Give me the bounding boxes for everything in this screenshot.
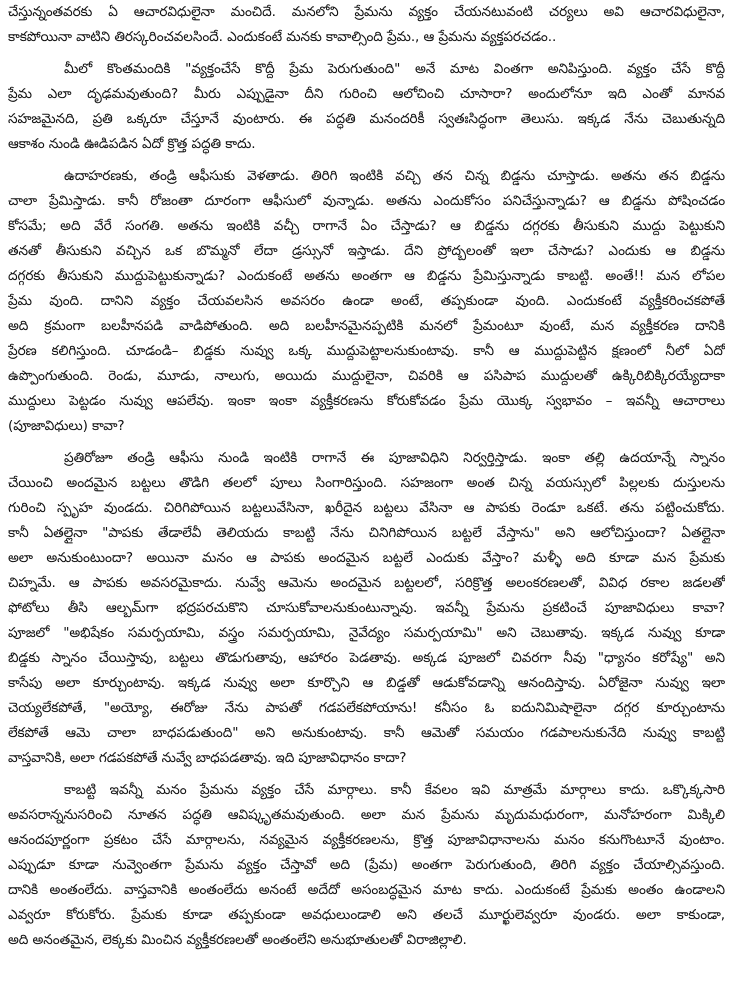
text-line: ఉప్పొంగుతుంది. రెండు, మూడు, నాలుగు, అయిదు ముద్దులైనా, చివరికి ఆ పసిపాప ముద్దులతో ఉక్కిరిబిక్కిరయ్యేదాకా [8, 368, 725, 384]
text-line: కాబట్టి ఇవన్నీ మనం ప్రేమను వ్యక్తం చేసే మార్గాలు. కానీ కేవలం ఇవి మాత్రమే మార్గాలు కాదు. ఒక్కొక్కసారి [64, 782, 725, 798]
text-line: దగ్గరకు తీసుకుని ముద్దుపెట్టుకున్నాడు? ఎందుకంటే అతను అంతగా ఆ బిడ్డను ప్రేమిస్తున్నాడు కాబట్టి. అంతే!! మన లోపల [8, 268, 725, 284]
text-line: గురించి స్పృహ వుండదు. చిరిగిపోయిన బట్టలువేసినా, ఖరీదైన బట్టలు వేసినా ఆ పాపకు రెండూ ఒకటే. తను పట్టించుకోదు. [8, 500, 725, 516]
text-line: ఫోటోలు తీసి ఆల్బమ్‌గా భద్రపరచుకొని చూసుకోవాలనుకుంటున్నావు. ఇవన్నీ ప్రేమను ప్రకటించే పూజావిధులు కావా? [8, 600, 725, 616]
text-line: లేకపోతే ఆమె చాలా బాధపడుతుంది" అని అనుకుంటావు. కానీ ఆమెతో సమయం గడపాలనుకునేది నువ్వు కాబట్టి [8, 725, 725, 741]
paragraph-5 [8, 778, 725, 953]
text-line: కాసేపు అలా కూర్చుంటావు. ఇక్కడ నువ్వు అలా కూర్చొని ఆ బిడ్డతో ఆడుకోవడాన్ని ఆనందిస్తావు. ఏరోజైనా నువ్వు ఇలా [8, 675, 725, 691]
text-line: అలా అనుకుంటుందా? అయినా మనం ఆ పాపకు అందమైన బట్టలే ఎందుకు వేస్తాం? మళ్ళీ అది కూడా మన ప్రేమకు [8, 550, 725, 566]
text-line: బిడ్డకు స్నానం చేయిస్తావు, బట్టలు తొడుగుతావు, ఆహారం పెడతావు. అక్కడ పూజలో చివరగా నీవు "ధ్యానం కరోష్యే" అని [8, 650, 725, 666]
text-line: ఆనందపూర్ణంగా ప్రకటం చేసే మార్గాలను, నవ్యమైన వ్యక్తీకరణలను, క్రొత్త పూజావిధానాలను మనం కనుగొంటూనే వుంటాం. [8, 832, 725, 848]
text-line: ఉదాహరణకు, తండ్రి ఆఫీసుకు వెళతాడు. తిరిగి ఇంటికి వచ్చి తన చిన్న బిడ్డను చూస్తాడు. అతను తన బిడ్డను [64, 168, 725, 184]
text-line: ప్రేమ వుంది. దానిని వ్యక్తం చేయవలసిన అవసరం ఉండా అంటే, తప్పకుండా వుంది. ఎందుకంటే వ్యక్తీకరించకపోతే [8, 293, 725, 309]
text-line: దానికి అంతంలేదు. వాస్తవానికి అంతంలేదు అనంటే అదేదో అసంబద్ధమైన మాట కాదు. ఎందుకంటే ప్రేమకు అంతం ఉండాలని [8, 882, 725, 898]
paragraph-3 [8, 164, 725, 439]
text-line: చేయించి అందమైన బట్టలు తొడిగి తలలో పూలు సింగారిస్తుంది. సహజంగా అంత చిన్న వయస్సులో పిల్లలకు దుస్తులను [8, 475, 725, 491]
text-line: ప్రేమ ఎలా దృఢమవుతుంది? మీరు ఎప్పుడైనా దీని గురించి ఆలోచించి చూసారా? అందులోనూ ఇది ఎంతో మానవ [8, 86, 725, 102]
text-line: అది అనంతమైన, లెక్కకు మించిన వ్యక్తీకరణలతో అంతంలేని అనుభూతులతో విరాజిల్లాలి. [8, 932, 467, 948]
text-line: అవసరాన్ననుసరించి నూతన పద్ధతి ఆవిష్కృతమవుతుంది. అలా మన ప్రేమను మృదుమధురంగా, మనోహరంగా మిక్కిలి [8, 807, 725, 823]
text-line: ఆకాశం నుండి ఊడిపడిన ఏదో క్రొత్త పద్ధతి కాదు. [8, 136, 256, 152]
paragraph-1 [8, 0, 725, 50]
text-line: చెయ్యలేకపోతే, "అయ్యో, ఈరోజు నేను పాపతో గడపలేకపోయాను! కనీసం ఓ ఐదునిమిషాలైనా దగ్గర కూర్చుంటాను [8, 700, 725, 716]
text-line: చేస్తున్నంతవరకు ఏ ఆచారవిధులైనా మంచిదే. మనలోని ప్రేమను వ్యక్తం చేయనటువంటి చర్యలు అవి ఆచారవిధులైనా, [8, 4, 725, 20]
text-line: తనతో తీసుకుని వచ్చిన ఒక బొమ్మనో లేదా డ్రస్సునో ఇస్తాడు. దేని ప్రోద్బలంతో ఇలా చేసాడు? ఎందుకు ఆ బిడ్డను [8, 243, 725, 259]
text-line: సహజమైనది, ప్రతి ఒక్కరూ చేస్తూనే వుంటారు. ఈ పద్ధతి మనందరికీ స్వతఃసిద్ధంగా తెలుసు. ఇక్కడ నేను చెబుతున్నది [8, 111, 725, 127]
text-line: చిహ్నమే. ఆ పాపకు అవసరమైకాదు. నువ్వే ఆమెను అందమైన బట్టలలో, సరిక్రొత్త అలంకరణలతో, వివిధ రకాల జడలతో [8, 575, 725, 591]
text-line: కాకపోయినా వాటిని తిరస్కరించవలసిందే. ఎందుకంటే మనకు కావాల్సింది ప్రేమ., ఆ ప్రేమను వ్యక్తపరచడం.. [8, 29, 557, 45]
text-line: వాస్తవానికి, అలా గడపకపోతే నువ్వే బాధపడతావు. ఇది పూజావిధానం కాదా? [8, 750, 407, 766]
text-line: చాలా ప్రేమిస్తాడు. కానీ రోజంతా దూరంగా ఆఫీసులో వున్నాడు. అతను ఎందుకోసం పనిచేస్తున్నాడు? ఆ బిడ్డను పోషించడం [8, 193, 725, 209]
text-line: కోసమే; అది వేరే సంగతి. అతను ఇంటికి వచ్చీ రాగానే ఏం చేస్తాడు? ఆ బిడ్డను దగ్గరకు తీసుకుని ముద్దు పెట్టుకుని [8, 218, 725, 234]
text-line: మీలో కొంతమందికి "వ్యక్తంచేసే కొద్దీ ప్రేమ పెరుగుతుంది" అనే మాట వింతగా అనిపిస్తుంది. వ్యక్తం చేసే కొద్దీ [64, 61, 725, 77]
text-line: (పూజావిధులు) కావా? [8, 418, 125, 434]
text-line: ఎప్పుడూ కూడా నువ్వెంతగా ప్రేమను వ్యక్తం చేస్తావో అది (ప్రేమ) అంతగా పెరుగుతుంది, తిరిగి వ్యక్తం చేయాల్సివస్తుంది. [8, 857, 725, 873]
text-line: అది క్రమంగా బలహీనపడి వాడిపోతుంది. అది బలహీనమైనప్పటికి మనలో ప్రేమంటూ వుంటే, మన వ్యక్తీకరణ దానికి [8, 318, 725, 334]
text-line: ఎవ్వరూ కోరుకోరు. ప్రేమకు కూడా తప్పకుండా అవధులుండాలి అని తలచే మూర్ఖులెవ్వరూ వుండరు. అలా కాకుండా, [8, 907, 725, 923]
paragraph-4 [8, 446, 725, 771]
text-line: ప్రతిరోజూ తండ్రి ఆఫీసు నుండి ఇంటికి రాగానే ఈ పూజావిధిని నిర్వర్తిస్తాడు. ఇంకా తల్లి ఉదయాన్నే స్నానం [64, 450, 725, 466]
text-line: ప్రేరణ కలిగిస్తుంది. చూడండి– బిడ్డకు నువ్వు ఒక్క ముద్దుపెట్టాలనుకుంటావు. కానీ ఆ ముద్దుపెట్టిన క్షణంలో నీలో ఏదో [8, 343, 725, 359]
text-line: ముద్దులు పెట్టడం నువ్వు ఆపలేవు. ఇంకా ఇంకా వ్యక్తీకరణను కోరుకోవడం ప్రేమ యొక్క స్వభావం – ఇవన్నీ ఆచారాలు [8, 393, 725, 409]
text-line: పూజలో "అభిషేకం సమర్పయామి, వస్త్రం సమర్పయామి, నైవేద్యం సమర్పయామి" అని చెబుతావు. ఇక్కడ నువ్వు కూడా [8, 625, 725, 641]
paragraph-2 [8, 57, 725, 157]
text-line: కానీ ఏతల్లైనా "పాపకు తేడాలేవీ తెలియదు కాబట్టి నేను చినిగిపోయిన బట్టలే వేస్తాను" అని ఆలోచిస్తుందా? ఏతల్లైనా [8, 525, 725, 541]
